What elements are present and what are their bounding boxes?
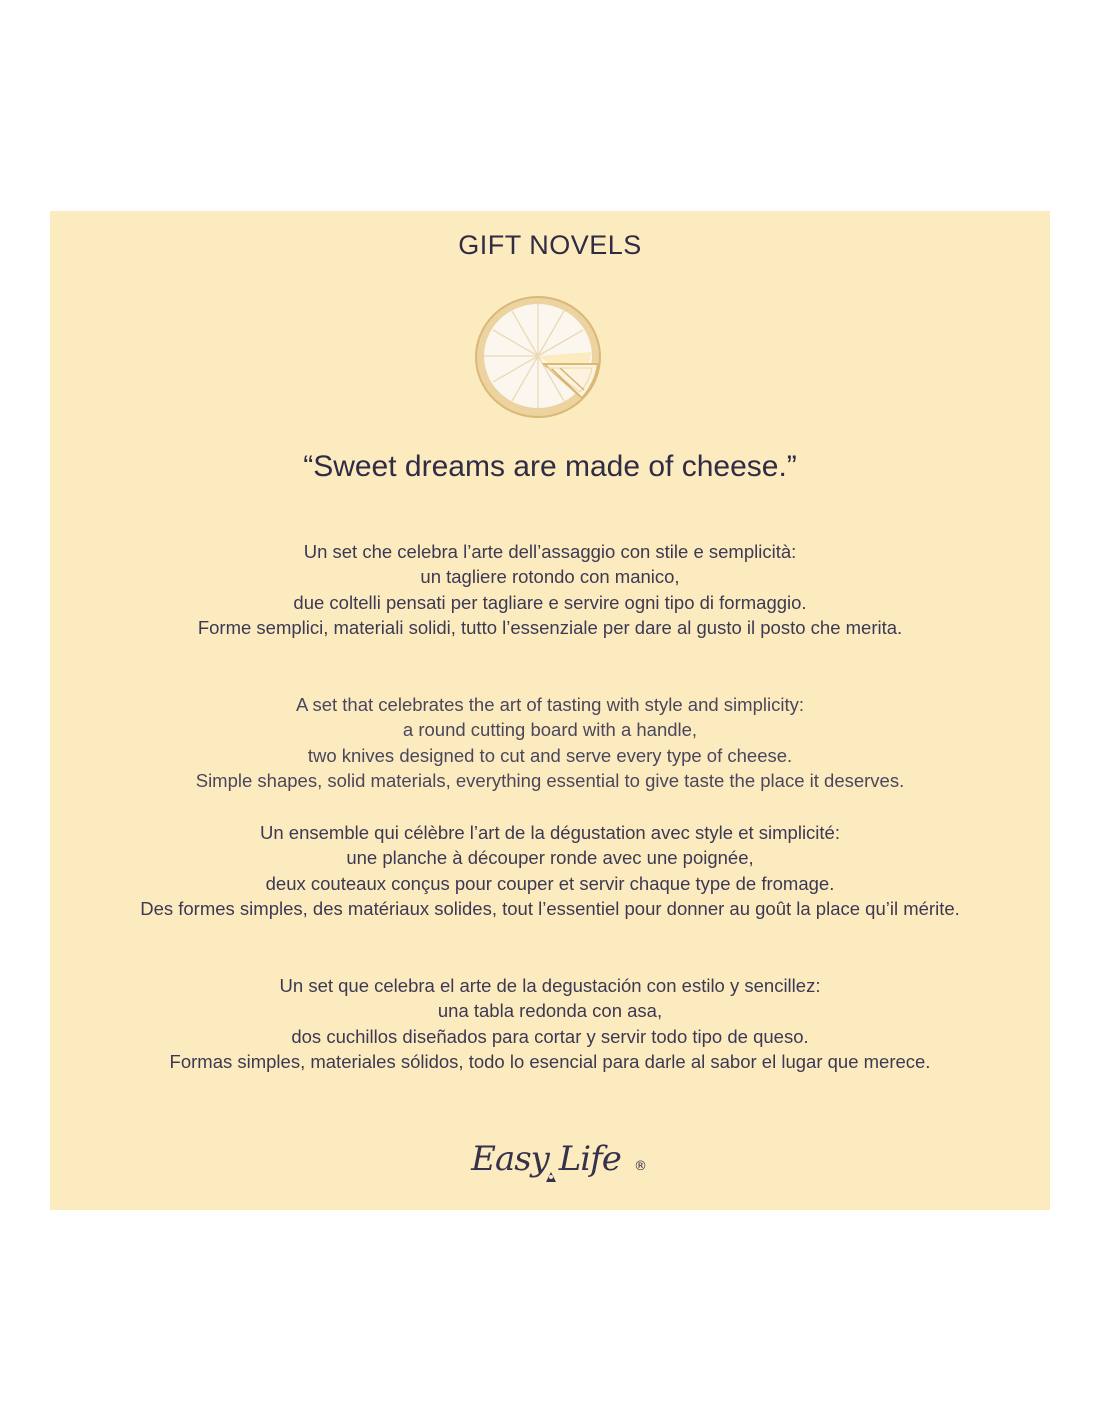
description-french [50, 820, 1050, 921]
product-info-card [50, 211, 1050, 1210]
description-line: due coltelli pensati per tagliare e servire ogni tipo di formaggio. [293, 591, 807, 613]
description-line: un tagliere rotondo con manico, [420, 566, 680, 588]
description-line: Forme semplici, materiali solidi, tutto l’essenziale per dare al gusto il posto che merita. [197, 616, 903, 638]
description-line: Un ensemble qui célèbre l’art de la dégustation avec style et simplicité: [260, 822, 840, 843]
logo-wordmark: Easy Life [471, 1139, 621, 1179]
description-line: a round cutting board with a handle, [402, 719, 698, 741]
description-line: two knives designed to cut and serve every type of cheese. [307, 744, 793, 766]
description-line: deux couteaux conçus pour couper et servir chaque type de fromage. [265, 872, 835, 894]
description-line: Des formes simples, des matériaux solides, tout l’essentiel pour donner au goût la place qu’il mérite. [140, 897, 960, 919]
description-line: Formas simples, materiales sólidos, todo lo esencial para darle al sabor el lugar que merece. [169, 1050, 931, 1072]
description-italian [50, 539, 1050, 640]
logo-registered-mark: ® [634, 1159, 647, 1174]
description-line: dos cuchillos diseñados para cortar y servir todo tipo de queso. [291, 1025, 809, 1047]
easy-life-logo [450, 1126, 650, 1196]
description-line: Un set que celebra el arte de la degustación con estilo y sencillez: [279, 975, 821, 996]
description-line: Simple shapes, solid materials, everything essential to give taste the place it deserves. [195, 769, 905, 791]
brand-title: GIFT NOVELS [458, 230, 642, 260]
cheese-wheel-icon [474, 294, 606, 420]
description-line: une planche à découper ronde avec une poignée, [346, 847, 754, 869]
tagline-quote: “Sweet dreams are made of cheese.” [303, 450, 797, 483]
description-english [50, 692, 1050, 793]
description-line: Un set che celebra l’arte dell’assaggio con stile e semplicità: [303, 541, 797, 562]
description-line: A set that celebrates the art of tasting with style and simplicity: [296, 694, 804, 715]
description-spanish [50, 973, 1050, 1074]
description-line: una tabla redonda con asa, [437, 1000, 663, 1022]
